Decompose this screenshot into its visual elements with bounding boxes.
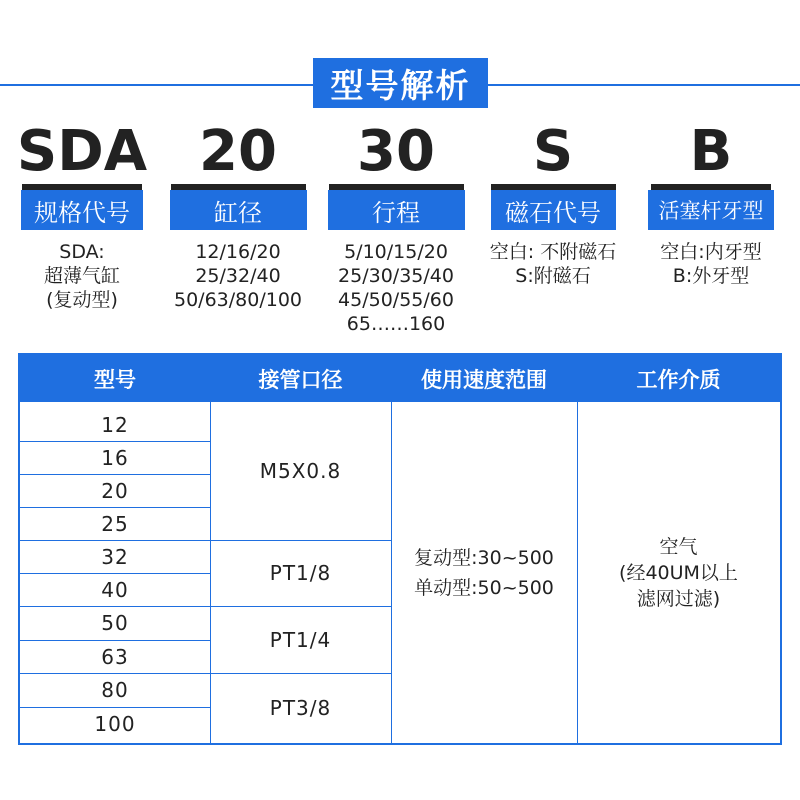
segment-desc: [636, 240, 786, 288]
desc-line: (复动型): [46, 289, 118, 311]
desc-line: 空白: 不附磁石: [489, 241, 617, 263]
medium-cell: [577, 402, 780, 743]
segment-label: 活塞杆牙型: [648, 190, 774, 230]
segment-label: 磁石代号: [491, 190, 616, 230]
port-cell: M5X0.8: [259, 459, 342, 483]
segment-desc: [7, 240, 157, 312]
segment-rod-thread: [636, 119, 786, 288]
desc-line: 50/63/80/100: [174, 289, 302, 311]
port-cell: PT1/8: [269, 561, 332, 585]
desc-line: 25/30/35/40: [338, 265, 454, 287]
header-port-size: 接管口径: [258, 367, 343, 392]
header-medium: 工作介质: [636, 367, 721, 392]
model-cell: 20: [101, 478, 129, 503]
desc-line: 65……160: [346, 313, 446, 335]
desc-line: B:外牙型: [672, 265, 750, 287]
segment-desc: [321, 240, 471, 336]
model-cell: 100: [94, 712, 136, 736]
segment-code: 30: [357, 119, 435, 184]
spec-table: [18, 353, 782, 745]
segment-desc: [478, 240, 628, 288]
segment-label: 规格代号: [21, 190, 143, 230]
desc-line: 45/50/55/60: [338, 289, 454, 311]
model-cell: 16: [101, 445, 129, 470]
desc-line: 25/32/40: [195, 265, 281, 287]
header-model: 型号: [94, 367, 136, 392]
port-cell: PT3/8: [269, 696, 332, 720]
segment-code: 20: [199, 119, 277, 184]
page-title: 型号解析: [313, 58, 488, 108]
desc-line: 空白:内牙型: [660, 241, 762, 263]
segment-magnet: [478, 119, 628, 288]
header-speed-range: 使用速度范围: [421, 367, 547, 392]
model-cell: 63: [101, 644, 129, 669]
model-cell: 25: [101, 511, 129, 536]
medium-line: (经40UM以上: [619, 561, 738, 584]
desc-line: S:附磁石: [515, 265, 591, 287]
model-cell: 50: [101, 611, 129, 635]
desc-line: 超薄气缸: [43, 265, 120, 287]
speed-line: 单动型:50~500: [414, 576, 554, 599]
segment-label: 缸径: [170, 190, 307, 230]
segment-code: B: [689, 119, 733, 184]
desc-line: 5/10/15/20: [344, 241, 448, 263]
medium-line: 空气: [659, 535, 698, 558]
segment-code: SDA: [16, 119, 148, 184]
segment-label: 行程: [328, 190, 465, 230]
model-cell: 12: [101, 412, 129, 437]
segment-bore: [163, 119, 313, 312]
model-cell: 40: [101, 577, 129, 602]
model-cell: 32: [101, 544, 129, 569]
speed-range-cell: [391, 402, 577, 743]
desc-line: SDA:: [59, 241, 105, 263]
segment-code: S: [532, 119, 574, 184]
speed-line: 复动型:30~500: [414, 546, 554, 569]
desc-line: 12/16/20: [195, 241, 281, 263]
segment-stroke: [321, 119, 471, 336]
port-cell: PT1/4: [269, 627, 332, 652]
model-cell: 80: [101, 678, 129, 702]
segment-spec: [7, 119, 157, 312]
medium-line: 滤网过滤): [636, 587, 721, 610]
table-header: [20, 355, 780, 402]
segment-desc: [163, 240, 313, 312]
